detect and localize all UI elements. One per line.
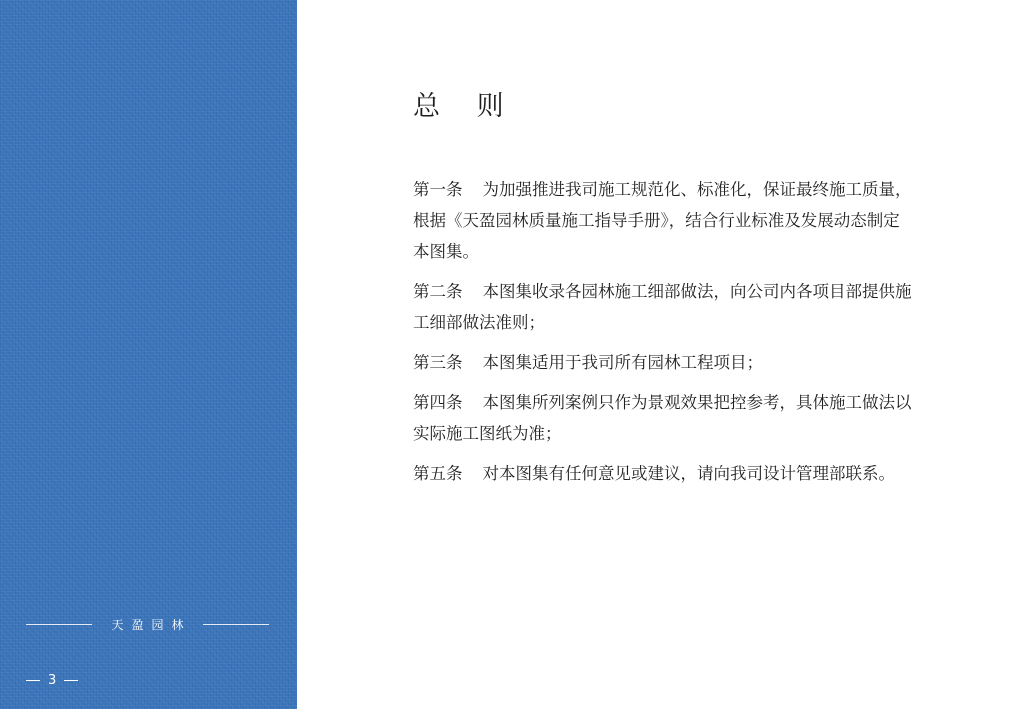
brand-line-left — [26, 624, 92, 625]
article-1 — [413, 174, 913, 267]
article-text: 本图集所列案例只作为景观效果把控参考，具体施工做法以实际施工图纸为准； — [413, 393, 912, 443]
page-number-line-left — [26, 680, 40, 681]
article-text: 对本图集有任何意见或建议，请向我司设计管理部联系。 — [482, 464, 895, 483]
article-text: 本图集适用于我司所有园林工程项目； — [482, 353, 763, 372]
article-number: 第五条 — [413, 464, 463, 483]
article-number: 第一条 — [413, 180, 463, 199]
article-number: 第二条 — [413, 282, 463, 301]
page-title: 总 则 — [413, 91, 518, 122]
article-number: 第四条 — [413, 393, 463, 412]
brand-row — [26, 614, 269, 634]
page-number: 3 — [48, 672, 57, 688]
article-3 — [413, 347, 913, 378]
page-number-row — [26, 670, 78, 690]
brand-name: 天盈园林 — [111, 617, 192, 632]
article-5 — [413, 458, 913, 489]
article-4 — [413, 387, 913, 449]
article-text: 为加强推进我司施工规范化、标准化，保证最终施工质量，根据《天盈园林质量施工指导手册》，结合行业标准及发展动态制定本图集。 — [413, 180, 912, 261]
brand-line-right — [203, 624, 269, 625]
article-list — [413, 174, 913, 498]
article-text: 本图集收录各园林施工细部做法，向公司内各项目部提供施工细部做法准则； — [413, 282, 912, 332]
sidebar-panel — [0, 0, 297, 709]
article-number: 第三条 — [413, 353, 463, 372]
article-2 — [413, 276, 913, 338]
page-number-line-right — [64, 680, 78, 681]
